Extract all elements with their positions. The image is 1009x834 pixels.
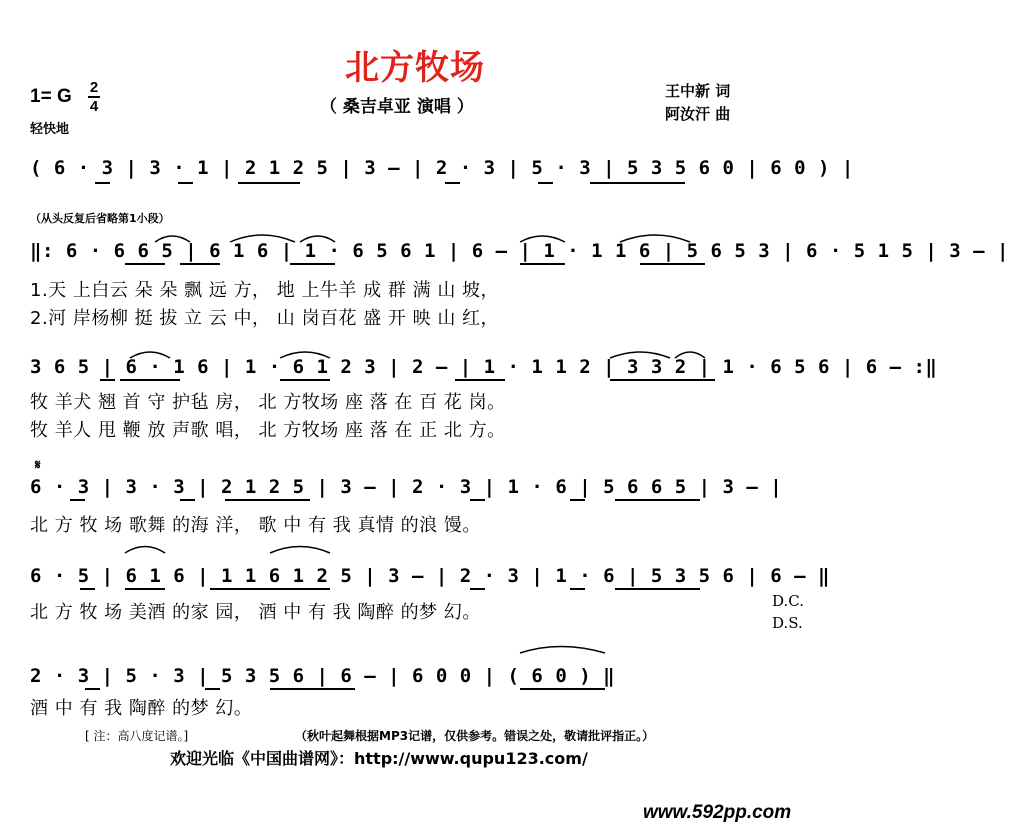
repeat-note: （从头反复后省略第1小段）	[30, 212, 170, 225]
lyric-row-6: 酒 中 有 我 陶醉 的梦 幻。	[30, 698, 253, 719]
song-title: 北方牧场	[345, 48, 485, 88]
lyricist: 王中新 词	[665, 82, 731, 100]
lyric-row-3-verse-2: 牧 羊人 甩 鞭 放 声歌 唱， 北 方牧场 座 落 在 正 北 方。	[30, 420, 506, 441]
time-bottom: 4	[89, 98, 99, 115]
welcome-line: 欢迎光临《中国曲谱网》：http://www.qupu123.com/	[170, 749, 588, 768]
singer-line: （ 桑吉卓亚 演唱 ）	[320, 97, 474, 117]
lyric-row-2-verse-1: 1.天 上白云 朵 朵 飘 远 方， 地 上牛羊 成 群 满 山 坡，	[30, 280, 500, 301]
lyric-row-4: 北 方 牧 场 歌舞 的海 洋， 歌 中 有 我 真情 的浪 馒。	[30, 515, 481, 536]
lyric-row-3-verse-1: 牧 羊犬 翘 首 守 护毡 房， 北 方牧场 座 落 在 百 花 岗。	[30, 392, 506, 413]
footnote-source: （秋叶起舞根据MP3记谱，仅供参考。错误之处，敬请批评指正。）	[295, 729, 655, 743]
composer: 阿汝汗 曲	[665, 105, 731, 123]
watermark-site: www.592pp.com	[643, 802, 792, 823]
notation-row-1: ( 6 · 3 | 3 · 1 | 2 1 2 5 | 3 – | 2 · 3 | 5 · 3 | 5 3 5 6 0 | 6 0 ) |	[30, 157, 854, 179]
notation-row-4: 6 · 3 | 3 · 3 | 2 1 2 5 | 3 – | 2 · 3 | 1 · 6 | 5 6 6 5 | 3 – |	[30, 476, 783, 498]
lyric-row-5: 北 方 牧 场 美酒 的家 园， 酒 中 有 我 陶醉 的梦 幻。	[30, 602, 481, 623]
ds-marking: D.S.	[772, 614, 803, 632]
key-signature: 1= G	[30, 86, 72, 107]
footnote-octave: [ 注：高八度记谱。]	[85, 729, 189, 743]
tempo-marking: 轻快地	[30, 122, 70, 137]
notation-row-5: 6 · 5 | 6 1 6 | 1 1 6 1 2 5 | 3 – | 2 · 3 | 1 · 6 | 5 3 5 6 | 6 – ‖	[30, 565, 830, 587]
notation-row-6: 2 · 3 | 5 · 3 | 5 3 5 6 | 6 – | 6 0 0 | ( 6 0 ) ‖	[30, 665, 616, 687]
lyric-row-2-verse-2: 2.河 岸杨柳 挺 拔 立 云 中， 山 岗百花 盛 开 映 山 红，	[30, 308, 500, 329]
time-top: 2	[89, 79, 99, 96]
notation-row-2: ‖: 6 · 6 6 5 | 6 1 6 | 1 · 6 5 6 1 | 6 – | 1 · 1 1 6 | 5 6 5 3 | 6 · 5 1 5 | 3 – |	[30, 240, 1009, 262]
segno-icon: 𝄋	[35, 458, 41, 473]
notation-row-3: 3 6 5 | 6 · 1 6 | 1 · 6 1 2 3 | 2 – | 1 · 1 1 2 | 3 3 2 | 1 · 6 5 6 | 6 – :‖	[30, 356, 938, 378]
dc-marking: D.C.	[772, 592, 804, 610]
